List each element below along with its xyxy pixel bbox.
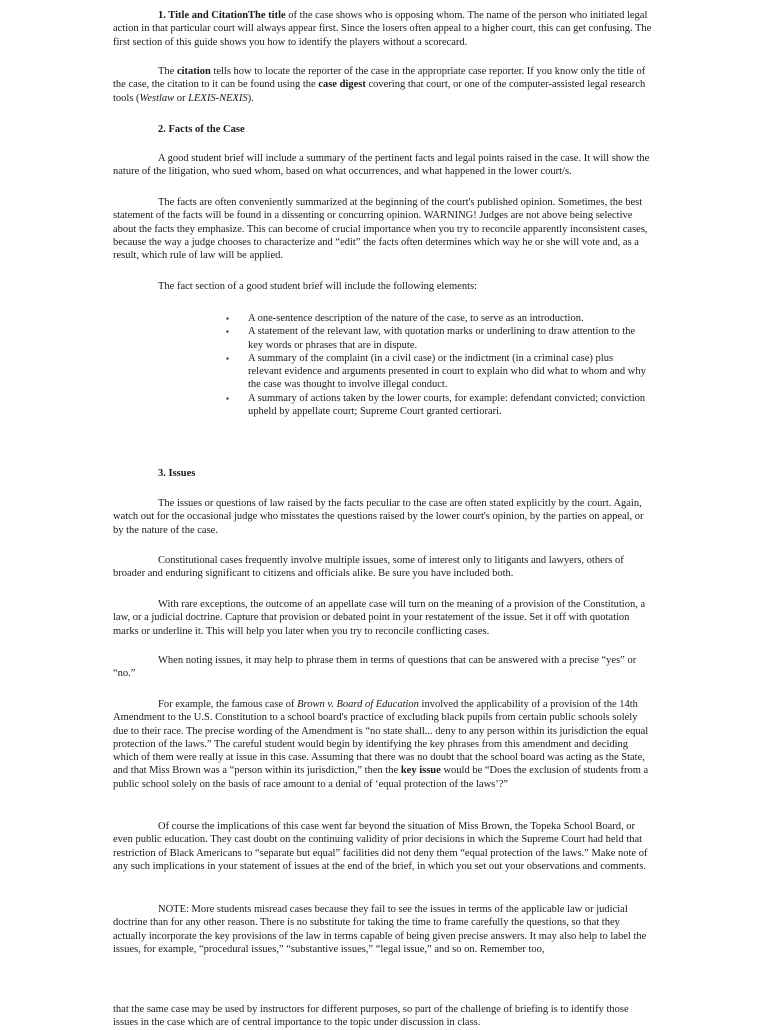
lexis-nexis-term: LEXIS-NEXIS (188, 92, 248, 104)
issues-paragraph-3: With rare exceptions, the outcome of an appellate case will turn on the meaning of a provision of the Constitution, a law, or a judicial doctrine. Capture that provision or debated point in your restatement of the issue. Set it off with quotation marks or underline it. This will help you later when you try to reconcile conflicting cases. (113, 599, 646, 637)
bullet-square-icon: ▪ (226, 353, 229, 363)
list-item (226, 325, 646, 352)
bullet-square-icon: ▪ (226, 393, 229, 403)
section-heading-facts: 2. Facts of the Case (158, 124, 245, 135)
title-term: The title (248, 10, 286, 21)
citation-text-g: or (174, 92, 189, 104)
citation-term: citation (176, 66, 211, 77)
issues-paragraph-1: The issues or questions of law raised by the facts peculiar to the case are often stated explicitly by the court. Again, watch out for the occasional judge who misstates the questions raised by the lower court's opinion, by the parties on appeal, or by the nature of the case. (113, 498, 644, 536)
issues-paragraph-6: Of course the implications of this case went far beyond the situation of Miss Brown, the Topeka School Board, or even public education. They cast doubt on the continuing validity of prior decisions in which the Supreme Court had held that restriction of Black Americans to “separate but equal” facilities did not deny them “equal protection of the laws.” Make note of any such implications in your statement of issues at the end of the brief, in which you set out your observations and comments. (113, 821, 648, 872)
list-item-text: A one-sentence description of the nature of the case, to serve as an introduction. (248, 313, 584, 324)
issues-paragraph-4: When noting issues, it may help to phrase them in terms of questions that can be answered with a precise “yes” or “no.” (113, 655, 637, 680)
issues-paragraph-2: Constitutional cases frequently involve multiple issues, some of interest only to litigants and lawyers, others of broader and enduring significant to citizens and officials alike. Be sure you have included both. (113, 555, 624, 580)
issues-paragraph-8: that the same case may be used by instructors for different purposes, so part of the challenge of briefing is to identify those issues in the case which are of central importance to the topic under discussion in class. (113, 1004, 629, 1029)
title-text: of the case shows who is opposing whom. The name of the person who initiated legal action in that particular court will always appear first. Since the losers often appeal to a higher court, this can get confusing. The first section of this guide shows you how to identify the players without a scorecard. (113, 10, 652, 48)
citation-text-i: ). (247, 92, 254, 104)
facts-paragraph-1: A good student brief will include a summary of the pertinent facts and legal points raised in the case. It will show the nature of the litigation, who sued whom, based on what occurrences, and what happened in the lower court/s. (113, 153, 650, 178)
fact-elements-list (226, 312, 646, 418)
issues-paragraph-7: NOTE: More students misread cases because they fail to see the issues in terms of the applicable law or judicial doctrine than for any other reason. There is no substitute for taking the time to frame carefully the questions, so that they actually incorporate the key provisions of the law in terms capable of being given precise answers. It may also help to label the issues, for example, “procedural issues,” “substantive issues,” “legal issue,” and so on. Remember too, (113, 904, 647, 955)
case-digest-term: case digest (318, 79, 366, 91)
facts-paragraph-3: The fact section of a good student brief will include the following elements: (158, 281, 477, 292)
key-issue-term: key issue (400, 765, 441, 777)
list-item-text: A summary of the complaint (in a civil case) or the indictment (in a criminal case) plus relevant evidence and arguments presented in court to explain who did what to whom and why the case was thought to involve illegal conduct. (248, 352, 646, 391)
citation-text-e: covering that court, or one of the computer-assisted legal research tools ( (113, 79, 646, 104)
brown-text-e: would be “Does the exclusion of students from a public school solely on the basis of race amount to a denial of ‘equal protection of the laws’?” (113, 765, 649, 790)
bullet-square-icon: ▪ (226, 327, 229, 337)
list-item (226, 312, 646, 325)
citation-text-c: tells how to locate the reporter of the case in the appropriate case reporter. If you know only the title of the case, the citation to it can be found using the (113, 66, 646, 91)
citation-paragraph (113, 65, 655, 105)
bullet-square-icon: ▪ (226, 314, 229, 323)
list-item-text: A statement of the relevant law, with quotation marks or underlining to draw attention to the key words or phrases that are in dispute. (248, 326, 636, 351)
list-item (226, 352, 646, 392)
brown-case-name: Brown v. Board of Education (297, 699, 419, 710)
issues-paragraph-5 (113, 698, 655, 791)
facts-paragraph-2: The facts are often conveniently summarized at the beginning of the court's published opinion. Sometimes, the best statement of the facts will be found in a dissenting or concurring opinion. WARNING! Judges are not above being selective about the facts they emphasize. This can become of crucial importance when you try to reconcile apparently inconsistent cases, because the way a judge chooses to characterize and “edit” the facts often determines which way he or she will vote and, as a result, which rule of law will be applied. (113, 197, 648, 262)
brown-text-c: involved the applicability of a provision of the 14th Amendment to the U.S. Constitution to a school board's practice of excluding black pupils from certain public schools solely due to their race. The precise wording of the Amendment is “no state shall... deny to any person within its jurisdiction the equal protection of the laws.” The careful student would begin by identifying the key phrases from this amendment and deciding which of them were really at issue in this case. Assuming that there was no doubt that the school board was acting as the State, and that Miss Brown was a “person within its jurisdiction,” then the (113, 699, 649, 777)
title-citation-paragraph (113, 9, 655, 49)
brown-text-a: For example, the famous case of (158, 699, 298, 710)
citation-text-a: The (158, 66, 177, 77)
list-item-text: A summary of actions taken by the lower courts, for example: defendant convicted; conviction upheld by appellate court; Supreme Court granted certiorari. (248, 392, 646, 418)
section-heading-issues: 3. Issues (158, 468, 196, 479)
list-item (226, 392, 646, 419)
section-heading-title-citation: 1. Title and Citation (158, 10, 249, 21)
westlaw-term: Westlaw (139, 92, 175, 104)
